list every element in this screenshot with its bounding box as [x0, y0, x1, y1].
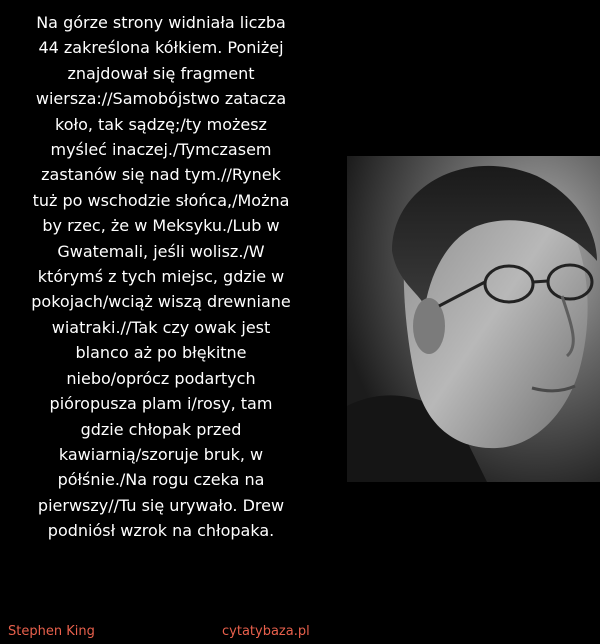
author-name[interactable]: Stephen King [8, 624, 95, 639]
quote-line: którymś z tych miejsc, gdzie w [37, 267, 285, 287]
quote-line: Gwatemali, jeśli wolisz./W [57, 241, 265, 261]
quote-line: pierwszy//Tu się urywało. Drew [37, 495, 285, 515]
quote-line: kawiarnią/szoruje bruk, w [58, 444, 264, 464]
quote-line: by rzec, że w Meksyku./Lub w [42, 216, 280, 236]
quote-line: niebo/oprócz podartych [66, 368, 256, 388]
author-portrait-illustration [347, 156, 600, 482]
quote-line: blanco aż po błękitne [75, 343, 247, 363]
quote-line: pióropusza plam i/rosy, tam [49, 394, 273, 414]
site-link[interactable]: cytatybaza.pl [222, 624, 310, 639]
quote-line: Na górze strony widniała liczba [36, 13, 286, 32]
quote-line: znajdował się fragment [67, 63, 255, 83]
quote-line: pokojach/wciąż wiszą drewniane [31, 292, 291, 312]
quote-line: półśnie./Na rogu czeka na [57, 470, 265, 490]
quote-line: zastanów się nad tym.//Rynek [41, 165, 281, 185]
quote-line: 44 zakreślona kółkiem. Poniżej [38, 38, 284, 58]
quote-line: wiatraki.//Tak czy owak jest [51, 317, 271, 337]
quote-line: myśleć inaczej./Tymczasem [50, 140, 272, 160]
quote-text [0, 10, 322, 544]
quote-line: koło, tak sądzę;/ty możesz [55, 114, 267, 134]
quote-line: gdzie chłopak przed [80, 419, 242, 439]
quote-line: tuż po wschodzie słońca,/Można [32, 190, 290, 210]
quote-line: podniósł wzrok na chłopaka. [47, 521, 275, 541]
author-photo [347, 156, 600, 482]
quote-line: wiersza://Samobójstwo zatacza [35, 89, 287, 109]
